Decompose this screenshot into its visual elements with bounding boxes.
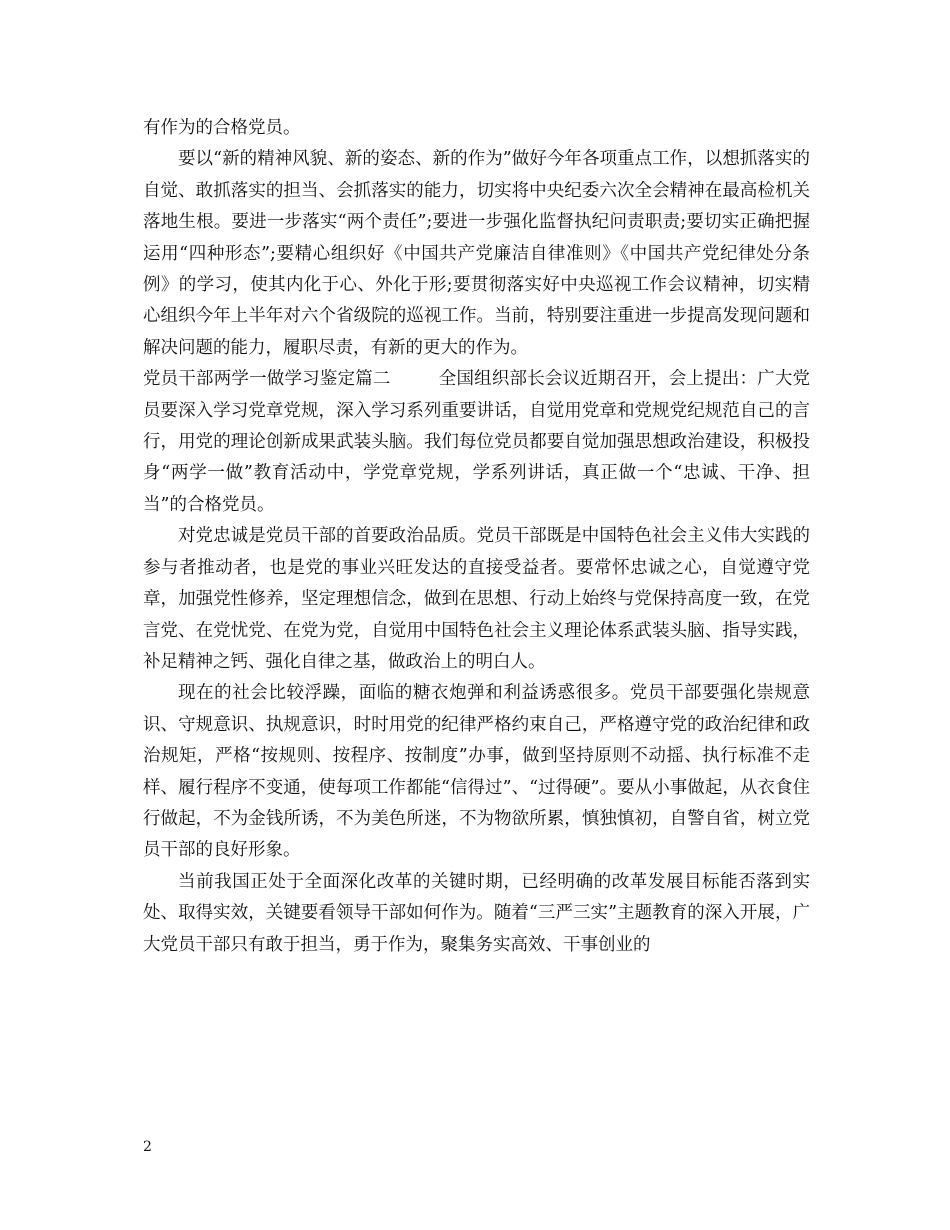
section-lead-text: 全国组织部长会议近期召开，会上提出：广大党员要深入学习党章党规，深入学习系列重要讲话，自觉用党章和党规党纪规范自己的言行，用党的理论创新成果武装头脑。我们每位党员都要自觉加强思想政治建设，积极投身“两学一做”教育活动中，学党章党规，学系列讲话，真正做一个“忠诚、干净、担当”的合格党员。	[143, 369, 811, 515]
paragraph-discipline: 现在的社会比较浮躁，面临的糖衣炮弹和利益诱惑很多。党员干部要强化崇规意识、守规意识、执规意识，时时用党的纪律严格约束自己，严格遵守党的政治纪律和政治规矩，严格“按规则、按程序、按制度”办事，做到坚持原则不动摇、执行标准不走样、履行程序不变通，使每项工作都能“信得过”、“过得硬”。要从小事做起，从衣食住行做起，不为金钱所诱，不为美色所迷，不为物欲所累，慎独慎初，自警自省，树立党员干部的良好形象。	[143, 683, 810, 861]
paragraph-continuation: 有作为的合格党员。	[143, 118, 301, 138]
paragraph-reform: 当前我国正处于全面深化改革的关键时期，已经明确的改革发展目标能否落到实处、取得实效，关键要看领导干部如何作为。随着“三严三实”主题教育的深入开展，广大党员干部只有敢于担当，勇于作为，聚集务实高效、干事创业的	[143, 871, 810, 955]
page-number: 2	[143, 1139, 152, 1155]
section-two-opening	[143, 364, 810, 521]
document-body	[143, 113, 810, 961]
paragraph-loyalty: 对党忠诚是党员干部的首要政治品质。党员干部既是中国特色社会主义伟大实践的参与者推动者，也是党的事业兴旺发达的直接受益者。要常怀忠诚之心，自觉遵守党章，加强党性修养，坚定理想信念，做到在思想、行动上始终与党保持高度一致，在党言党、在党忧党、在党为党，自觉用中国特色社会主义理论体系武装头脑、指导实践，补足精神之钙、强化自律之基，做政治上的明白人。	[143, 526, 810, 672]
paragraph-work-priorities: 要以“新的精神风貌、新的姿态、新的作为”做好今年各项重点工作，以想抓落实的自觉、敢抓落实的担当、会抓落实的能力，切实将中央纪委六次全会精神在最高检机关落地生根。要进一步落实“两个责任”;要进一步强化监督执纪问责职责;要切实正确把握运用“四种形态”;要精心组织好《中国共产党廉洁自律准则》《中国共产党纪律处分条例》的学习，使其内化于心、外化于形;要贯彻落实好中央巡视工作会议精神，切实精心组织今年上半年对六个省级院的巡视工作。当前，特别要注重进一步提高发现问题和解决问题的能力，履职尽责，有新的更大的作为。	[143, 149, 810, 358]
section-heading: 党员干部两学一做学习鉴定篇二	[143, 369, 391, 390]
